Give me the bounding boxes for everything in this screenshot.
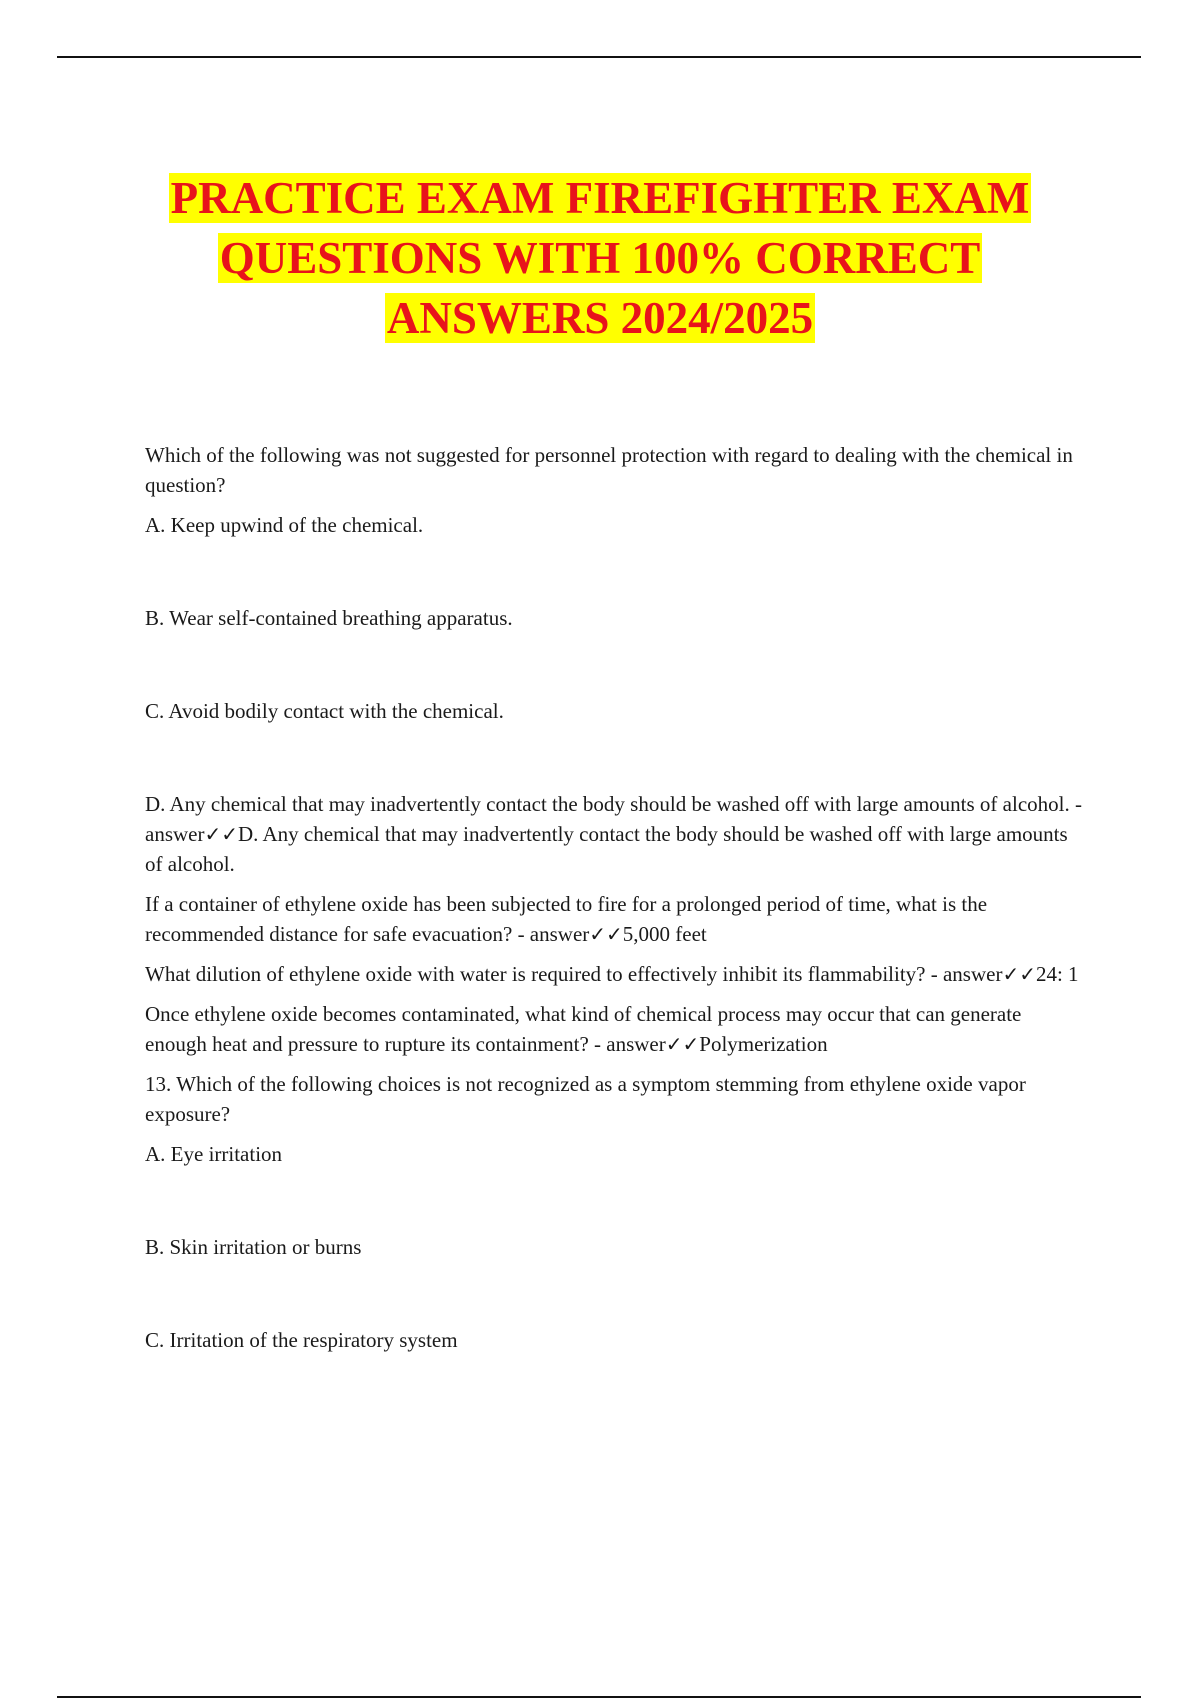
question-5-option-a: A. Eye irritation — [145, 1142, 283, 1166]
question-3 — [145, 959, 1085, 989]
question-1-option-b: B. Wear self-contained breathing apparatus. — [145, 606, 513, 630]
top-rule — [57, 56, 1141, 58]
question-3-text: What dilution of ethylene oxide with water is required to effectively inhibit its flammability? - answer — [145, 962, 1003, 986]
question-4-answer: Polymerization — [699, 1032, 828, 1056]
document-title — [100, 168, 1100, 348]
question-3-answer: 24: 1 — [1035, 962, 1079, 986]
question-1-option-d: D. Any chemical that may inadvertently contact the body should be washed off with large amounts of alcohol. - answer — [145, 792, 1082, 846]
bottom-rule — [57, 1696, 1141, 1698]
question-2-answer: 5,000 feet — [622, 922, 707, 946]
question-5-option-c: C. Irritation of the respiratory system — [145, 1328, 458, 1352]
title-line-3: ANSWERS 2024/2025 — [386, 293, 814, 343]
question-1-option-d-with-answer — [145, 789, 1085, 879]
document-body — [145, 440, 1085, 1418]
question-1: Which of the following was not suggested for personnel protection with regard to dealing with the chemical in question? — [145, 443, 1073, 497]
title-line-2: QUESTIONS WITH 100% CORRECT — [219, 233, 981, 283]
question-2-text: If a container of ethylene oxide has been subjected to fire for a prolonged period of time, what is the recommended distance for safe evacuation? - answer — [145, 892, 988, 946]
check-mark-icon: ✓✓ — [1002, 962, 1036, 986]
question-2 — [145, 889, 1085, 949]
title-line-1: PRACTICE EXAM FIREFIGHTER EXAM — [170, 173, 1030, 223]
check-mark-icon: ✓✓ — [589, 922, 623, 946]
check-mark-icon: ✓✓ — [204, 822, 238, 846]
question-5-option-b: B. Skin irritation or burns — [145, 1235, 362, 1259]
check-mark-icon: ✓✓ — [665, 1032, 700, 1056]
question-4-text: Once ethylene oxide becomes contaminated, what kind of chemical process may occur that can generate enough heat and pressure to rupture its containment? - answer — [145, 1002, 1022, 1056]
question-4 — [145, 999, 1085, 1059]
question-1-option-c: C. Avoid bodily contact with the chemical. — [145, 699, 504, 723]
question-5: 13. Which of the following choices is not recognized as a symptom stemming from ethylene oxide vapor exposure? — [145, 1072, 1026, 1126]
question-1-option-a: A. Keep upwind of the chemical. — [145, 513, 424, 537]
question-1-answer: D. Any chemical that may inadvertently contact the body should be washed off with large amounts of alcohol. — [145, 822, 1068, 876]
